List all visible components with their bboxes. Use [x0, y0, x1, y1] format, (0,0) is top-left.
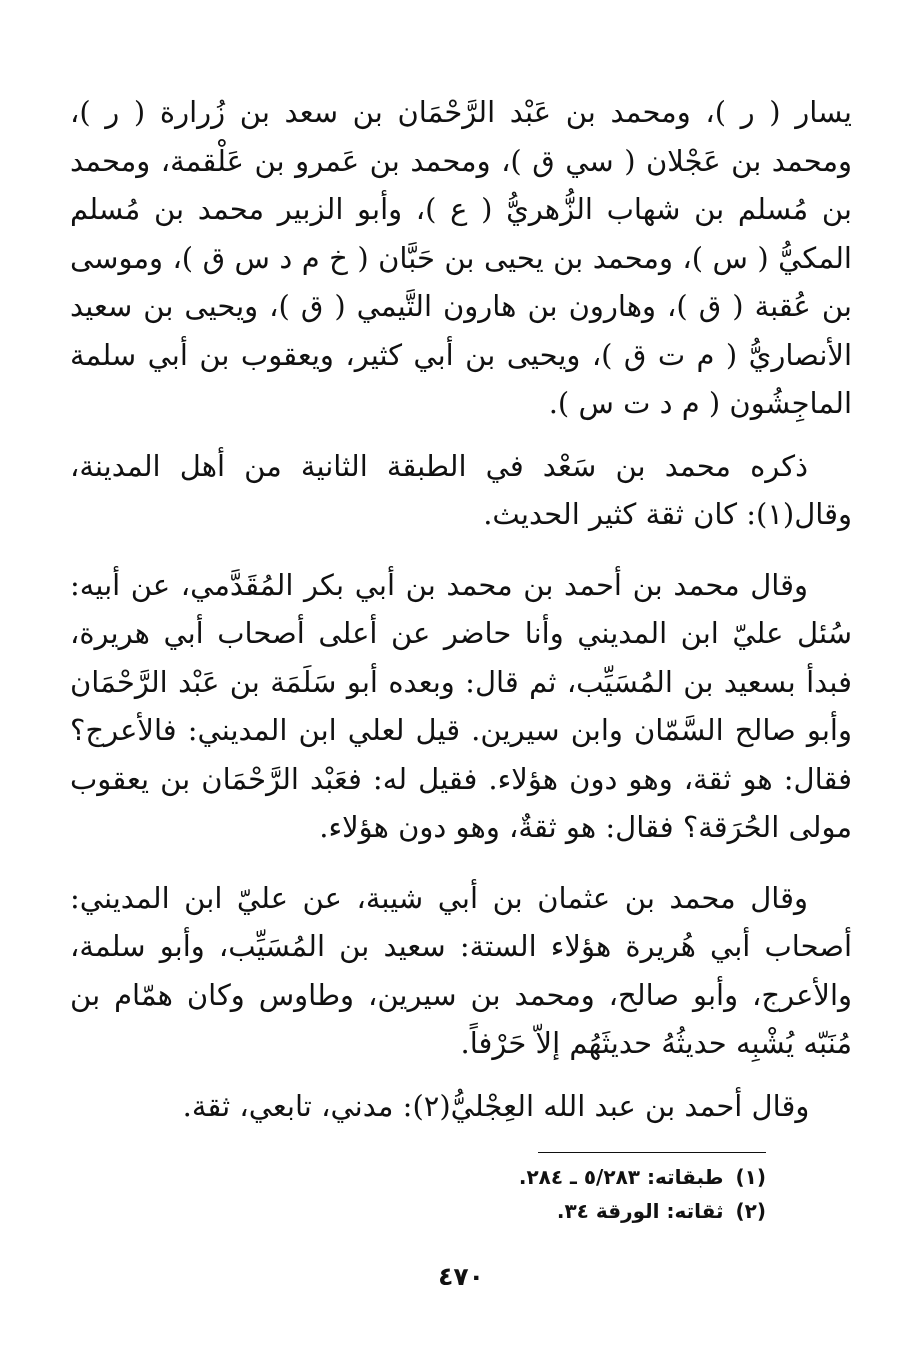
footnote-2 [246, 1194, 766, 1228]
footnote-divider [538, 1152, 766, 1153]
footnote-number: (١) [735, 1165, 766, 1189]
footnote-text: ثقاته: الورقة ٣٤. [556, 1199, 724, 1223]
footnote-text: طبقاته: ٥/٢٨٣ ـ ٢٨٤. [518, 1165, 724, 1189]
paragraph-ibn-sad: ذكره محمد بن سَعْد في الطبقة الثانية من أهل المدينة، وقال(١): كان ثقة كثير الحديث. [70, 448, 852, 531]
footnote-1 [246, 1160, 766, 1194]
paragraph-narrators-list: يسار ( ر )، ومحمد بن عَبْد الرَّحْمَان بن سعد بن زُرارة ( ر )، ومحمد بن عَجْلان ( سي ق )، ومحمد بن عَمرو بن عَلْقمة، ومحمد بن مُسلم بن شهاب الزُّهريُّ ( ع )، وأبو الزبير محمد بن مُسلم المكيُّ ( س )، ومحمد بن يحيى بن حَبَّان ( خ م د س ق )، وموسى بن عُقبة ( ق )، وهارون بن هارون التَّيمي ( ق )، ويحيى بن سعيد الأنصاريُّ ( م ت ق )، ويحيى بن أبي كثير، ويعقوب بن أبي سلمة الماجِشُون ( م د ت س ). [70, 95, 852, 420]
paragraph-muqaddami: وقال محمد بن أحمد بن محمد بن أبي بكر المُقَدَّمي، عن أبيه: سُئل عليّ ابن المديني وأنا حاضر عن أعلى أصحاب أبي هريرة، فبدأ بسعيد بن المُسَيِّب، ثم قال: وبعده أبو سَلَمَة بن عَبْد الرَّحْمَان وأبو صالح السَّمّان وابن سيرين. قيل لعلي ابن المديني: فالأعرج؟ فقال: هو ثقة، وهو دون هؤلاء. فقيل له: فعَبْد الرَّحْمَان بن يعقوب مولى الحُرَقة؟ فقال: هو ثقةٌ، وهو دون هؤلاء. [70, 567, 852, 844]
paragraph-ijli: وقال أحمد بن عبد الله العِجْليُّ(٢): مدني، تابعي، ثقة. [182, 1088, 810, 1123]
footnote-number: (٢) [735, 1199, 766, 1223]
footnotes [246, 1160, 766, 1228]
page-number: ٤٧٠ [438, 1262, 484, 1291]
paragraph-ibn-abi-shayba: وقال محمد بن عثمان بن أبي شيبة، عن عليّ ابن المديني: أصحاب أبي هُريرة هؤلاء الستة: سعيد بن المُسَيِّب، وأبو سلمة، والأعرج، وأبو صالح، ومحمد بن سيرين، وطاوس وكان همّام بن مُنَبّه يُشْبِه حديثُهُ حديثَهُم إلاّ حَرْفاً. [70, 880, 852, 1060]
main-text [70, 88, 852, 1130]
